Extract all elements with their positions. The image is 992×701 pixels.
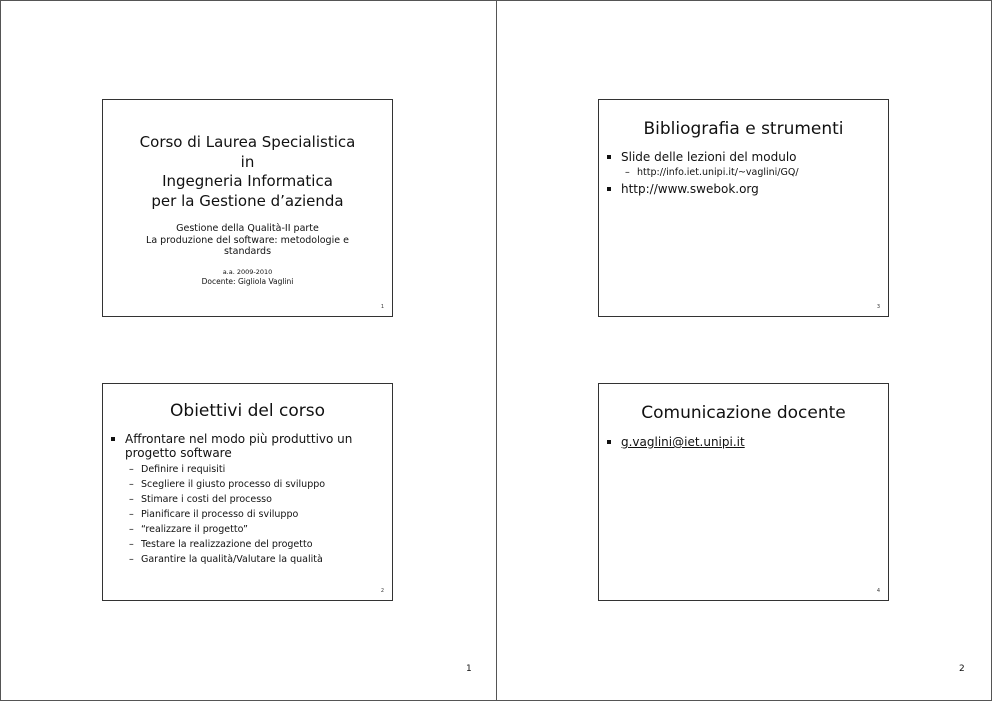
subtitle-line: Gestione della Qualità-II parte [176,223,319,234]
list-item: Slide delle lezioni del modulo [599,150,888,164]
page-number-left: 1 [466,664,472,674]
slide-2-heading: Obiettivi del corso [170,401,325,421]
slide-1-subtitle [103,223,392,258]
slide-1-title [103,133,392,211]
list-item-link[interactable]: http://www.swebok.org [599,182,888,196]
slide-4-heading: Comunicazione docente [641,403,846,423]
slide-3-list [599,150,888,196]
page-divider [496,1,497,700]
slide-number: 4 [876,588,880,594]
academic-year: a.a. 2009-2010 [222,267,273,276]
sub-list-item-link[interactable]: – http://info.iet.unipi.it/~vaglini/GQ/ [599,165,888,180]
slide-3 [598,99,889,317]
slide-1-meta [103,267,392,288]
slide-2-list [103,432,392,567]
list-item [599,435,888,449]
slide-1 [102,99,393,317]
title-line: Corso di Laurea Specialistica [139,133,356,151]
slide-3-heading: Bibliografia e strumenti [643,119,844,139]
sub-list-item: – Pianificare il processo di sviluppo [103,507,392,522]
email-link[interactable]: g.vaglini@iet.unipi.it [621,435,745,449]
page-number-right: 2 [959,664,965,674]
slide-number: 1 [380,304,384,310]
teacher-name: Docente: Gigliola Vaglini [201,277,294,286]
title-line: per la Gestione d’azienda [151,191,344,210]
title-line: Ingegneria Informatica [162,172,333,190]
sub-list-item: – Testare la realizzazione del progetto [103,537,392,552]
slide-4 [598,383,889,601]
slide-4-list [599,435,888,449]
slide-2 [102,383,393,601]
slide-number: 2 [380,588,384,594]
subtitle-line: standards [223,246,272,257]
sub-list-item: – Stimare i costi del processo [103,492,392,507]
sub-list-item: – Definire i requisiti [103,462,392,477]
slide-number: 3 [876,304,880,310]
list-item: Affrontare nel modo più produttivo un progetto software [103,432,392,460]
subtitle-line: La produzione del software: metodologie e [146,234,349,246]
title-line: in [240,152,255,171]
sub-list-item: – “realizzare il progetto” [103,522,392,537]
sub-list-item: – Garantire la qualità/Valutare la qualità [103,552,392,567]
sub-list-item: – Scegliere il giusto processo di sviluppo [103,477,392,492]
